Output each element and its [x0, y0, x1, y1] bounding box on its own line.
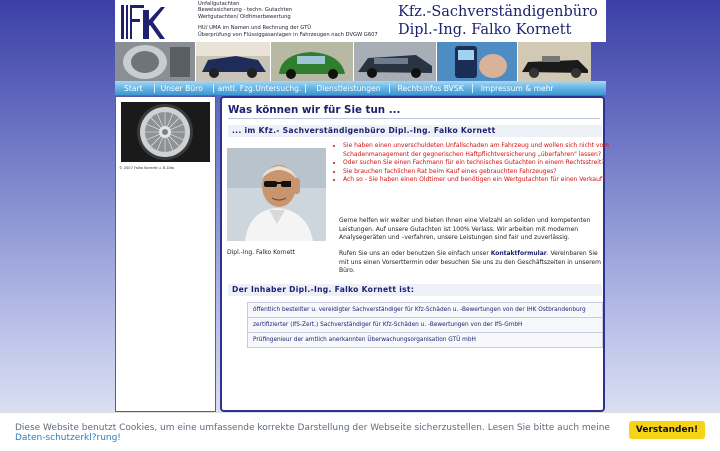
owner-portrait-photo: [227, 148, 326, 241]
section-subtitle: ... im Kfz.- Sachverständigenbüro Dipl.-Ing. Falko Kornett: [228, 125, 602, 137]
credential-row: öffentlich bestellter u. vereidigter Sachverständiger für Kfz-Schäden u. -Bewertungen von der IHK Ostbrandenburg: [247, 303, 603, 318]
intro-paragraph: Gerne helfen wir weiter und bieten Ihnen eine Vielzahl an soliden und kompetenten Leistungen. Auf unsere Gutachten ist 100% Verlass. Wir arbeiten mit modernen Analysegeräten und –verfahren, unsere Leistungen sind fair und zuverlässig.: [339, 217, 591, 242]
cookie-message: Diese Website benutzt Cookies, um eine umfassende korrekte Darstellung der Webseite sicherzustellen. Lesen Sie bitte auch meine: [15, 423, 610, 433]
list-item: • Oder suchen Sie einen Fachmann für ein technisches Gutachten in einem Rechtsstreit?: [343, 159, 609, 168]
nav-separator: [389, 84, 390, 93]
green-beetle-photo: [271, 42, 354, 81]
nav-item-dienstleistungen[interactable]: Dienstleistungen: [316, 83, 381, 93]
main-content: [220, 96, 609, 412]
credentials-list: [247, 302, 603, 348]
cookie-banner: [0, 412, 720, 451]
cookie-text: [15, 424, 615, 443]
cookie-accept-button[interactable]: Verstanden!: [629, 421, 705, 439]
list-item: • Sie brauchen fachlichen Rat beim Kauf eines gebrauchten Fahrzeuges?: [343, 168, 609, 177]
question-list: [335, 142, 609, 185]
credential-row: Prüfingenieur der amtlich anerkannten Überwachungsorganisation GTÜ mbH: [247, 333, 603, 348]
nav-separator: [154, 84, 155, 93]
nav-item-fzg-untersuchung[interactable]: amtl. Fzg.Untersuchg.: [217, 83, 302, 93]
service-line: Überprüfung von Flüssiggasanlagen in Fahrzeugen nach DVGW G607: [198, 31, 378, 38]
portrait-caption: Dipl.-Ing. Falko Kornett: [227, 249, 295, 256]
nav-separator: [305, 84, 306, 93]
main-nav: [115, 81, 606, 95]
service-line: HU/ UMA im Namen und Rechnung der GTÜ: [198, 25, 312, 32]
contact-text: . Vereinbaren Sie mit uns einen Vorserttermin oder besuchen Sie uns zu den Geschäftszeiten in unserem Büro.: [339, 250, 601, 275]
header-photo-strip: [115, 42, 606, 81]
site-title-line2: Dipl.-Ing. Falko Kornett: [398, 22, 572, 38]
header-services-list: [198, 1, 398, 38]
copyright-text: © 2007 Falko Kornett u. B-Dito: [119, 166, 175, 170]
site-header: [115, 0, 606, 42]
classic-convertible-photo: [518, 42, 591, 81]
contact-paragraph: [339, 250, 601, 276]
nav-separator: [472, 84, 473, 93]
page-container: [115, 0, 609, 450]
privacy-policy-link[interactable]: Daten-schutzerkl?rung!: [15, 432, 121, 443]
service-line: Beweissicherung - techn. Gutachten: [198, 7, 293, 14]
site-title: [398, 3, 598, 39]
page-title: Was können wir für Sie tun ...: [228, 104, 600, 119]
dark-sedan-photo: [354, 42, 437, 81]
service-line: Wertgutachten/ Oldtimerbewertung: [198, 13, 291, 20]
credential-row: zertifizierter (IfS-Zert.) Sachverständiger für Kfz-Schäden u. -Bewertungen von der IfS-GmbH: [247, 318, 603, 333]
list-item: • Ach so - Sie haben einen Oldtimer und benötigen ein Wertgutachten für einen Verkauf?: [343, 176, 609, 185]
wire-wheel-photo: [121, 102, 210, 162]
nav-item-impressum[interactable]: Impressum & mehr: [480, 83, 554, 93]
site-title-line1: Kfz.-Sachverständigenbüro: [398, 4, 598, 20]
nav-item-rechtsinfos[interactable]: Rechtsinfos BVSK: [397, 83, 464, 93]
blue-car-photo: [196, 42, 271, 81]
nav-item-start[interactable]: Start: [124, 83, 143, 93]
left-sidebar: [115, 96, 216, 412]
service-line: Unfallgutachten: [198, 1, 240, 7]
contact-form-link[interactable]: Kontaktformular: [490, 250, 547, 257]
measurement-device-photo: [437, 42, 518, 81]
contact-text: Rufen Sie uns an oder benutzen Sie einfach unser: [339, 250, 491, 257]
list-item: • Sie haben einen unverschuldeten Unfallschaden am Fahrzeug und wollen sich nicht vom Schadenmanagement der gegnerischen Haftpflichtversicherung „überfahren" lassen?: [343, 142, 609, 159]
owner-heading: Der Inhaber Dipl.-Ing. Falko Kornett ist:: [228, 284, 602, 296]
nav-item-unser-buero[interactable]: Unser Büro: [160, 83, 203, 93]
engine-piston-photo: [115, 42, 196, 81]
fk-logo-icon[interactable]: [119, 4, 165, 40]
